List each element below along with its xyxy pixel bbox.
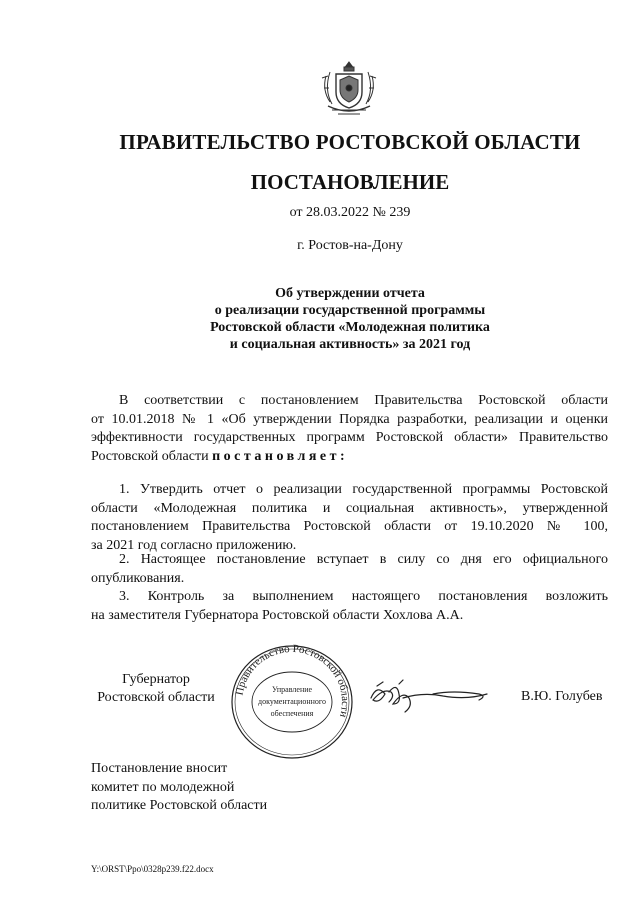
item-1-paragraph [91, 481, 608, 555]
subject-line: и социальная активность» за 2021 год [229, 337, 471, 352]
note-line: комитет по молодежной [91, 779, 235, 795]
paragraph-line: опубликования. [91, 570, 185, 586]
paragraph-line-text: Ростовской области [91, 448, 209, 464]
paragraph-line: 1. Утвердить отчет о реализации государственной программы Ростовской [119, 482, 608, 497]
signatory-name: В.Ю. Голубев [521, 689, 603, 704]
stamp-center-line: документационного [258, 697, 326, 706]
signatory-position [91, 671, 221, 707]
item-3-paragraph [91, 588, 608, 625]
position-line: Ростовской области [97, 690, 215, 705]
paragraph-line: эффективности государственных программ Ростовской области» Правительство [91, 430, 608, 445]
resolves-word: постановляет: [212, 448, 349, 464]
document-date-number: от 28.03.2022 № 239 [289, 205, 411, 220]
paragraph-line: 3. Контроль за выполнением настоящего постановления возложить [119, 589, 608, 604]
subject-line: о реализации государственной программы [214, 303, 486, 318]
item-2-paragraph [91, 551, 608, 588]
position-line: Губернатор [122, 672, 190, 687]
file-path-footer: Y:\ORST\Ppo\0328p239.f22.docx [91, 864, 214, 874]
document-subject [0, 285, 640, 353]
paragraph-line: В соответствии с постановлением Правительства Ростовской области [119, 393, 608, 408]
submitter-note [91, 760, 267, 816]
stamp-ring-text: Правительство Ростовской области [233, 642, 352, 719]
document-type: ПОСТАНОВЛЕНИЕ [250, 170, 450, 194]
subject-line: Об утверждении отчета [275, 286, 425, 301]
paragraph-line: 2. Настоящее постановление вступает в силу со дня его официального [119, 552, 608, 567]
stamp-center-line: Управление [271, 685, 313, 694]
paragraph-line: области «Молодежная политика и социальная активность», утвержденной [91, 500, 608, 516]
subject-line: Ростовской области «Молодежная политика [210, 320, 490, 335]
note-line: политике Ростовской области [91, 798, 268, 813]
coat-of-arms-icon [318, 58, 380, 120]
government-title: ПРАВИТЕЛЬСТВО РОСТОВСКОЙ ОБЛАСТИ [119, 130, 581, 154]
paragraph-line [91, 448, 608, 467]
paragraph-line: на заместителя Губернатора Ростовской области Хохлова А.А. [91, 607, 464, 623]
paragraph-line: от 10.01.2018 № 1 «Об утверждении Порядка разработки, реализации и оценки [91, 411, 608, 427]
official-stamp [228, 642, 356, 762]
preamble-paragraph [91, 392, 608, 466]
paragraph-line: за 2021 год согласно приложению. [91, 537, 297, 553]
handwritten-signature [363, 672, 493, 720]
stamp-center-line: обеспечения [270, 709, 314, 718]
document-city: г. Ростов-на-Дону [297, 238, 403, 253]
paragraph-line: постановлением Правительства Ростовской области от 19.10.2020 № 100, [91, 519, 608, 534]
note-line: Постановление вносит [91, 761, 228, 776]
